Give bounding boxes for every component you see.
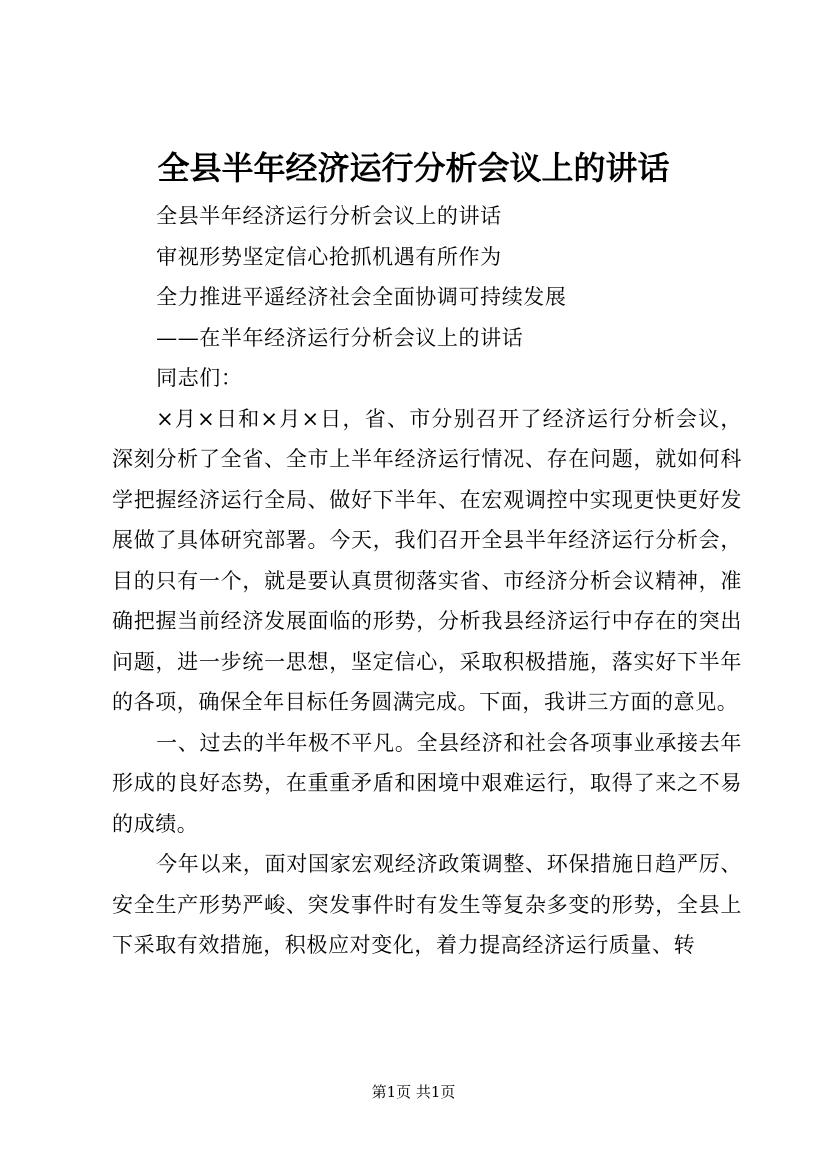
paragraph-heading-1: 审视形势坚定信心抢抓机遇有所作为 — [156, 244, 502, 269]
paragraph-body: 今年以来，面对国家宏观经济政策调整、环保措施日趋严厉、安全生产形势严峻、突发事件时有发生等复杂多变的形势，全县上下采取有效措施，积极应对变化，着力提高经济运行质量、转 — [112, 852, 742, 957]
paragraph-subtitle: 全县半年经济运行分析会议上的讲话 — [156, 204, 502, 228]
paragraph-salutation: 同志们： — [156, 366, 243, 390]
paragraph-body: ×月×日和×月×日，省、市分别召开了经济运行分析会议，深刻分析了全省、全市上半年经济运行情况、存在问题，就如何科学把握经济运行全局、做好下半年、在宏观调控中实现更快更好发展做了具体研究部署。今天，我们召开全县半年经济运行分析会，目的只有一个，就是要认真贯彻落实省、市经济分析会议精神，准确把握当前经济发展面临的形势，分析我县经济运行中存在的突出问题，进一步统一思想，坚定信心，采取积极措施，落实好下半年的各项，确保全年目标任务圆满完成。下面，我讲三方面的意见。 — [112, 406, 742, 714]
page-number-footer: 第1页 共1页 — [371, 1083, 456, 1101]
paragraph-heading-2: 全力推进平遥经济社会全面协调可持续发展 — [156, 285, 567, 309]
document-title: 全县半年经济运行分析会议上的讲话 — [157, 149, 670, 187]
document-body — [112, 196, 742, 966]
paragraph-byline: ——在半年经济运行分析会议上的讲话 — [156, 325, 524, 350]
paragraph-body: 一、过去的半年极不平凡。全县经济和社会各项事业承接去年形成的良好态势，在重重矛盾和困境中艰难运行，取得了来之不易的成绩。 — [112, 730, 742, 836]
